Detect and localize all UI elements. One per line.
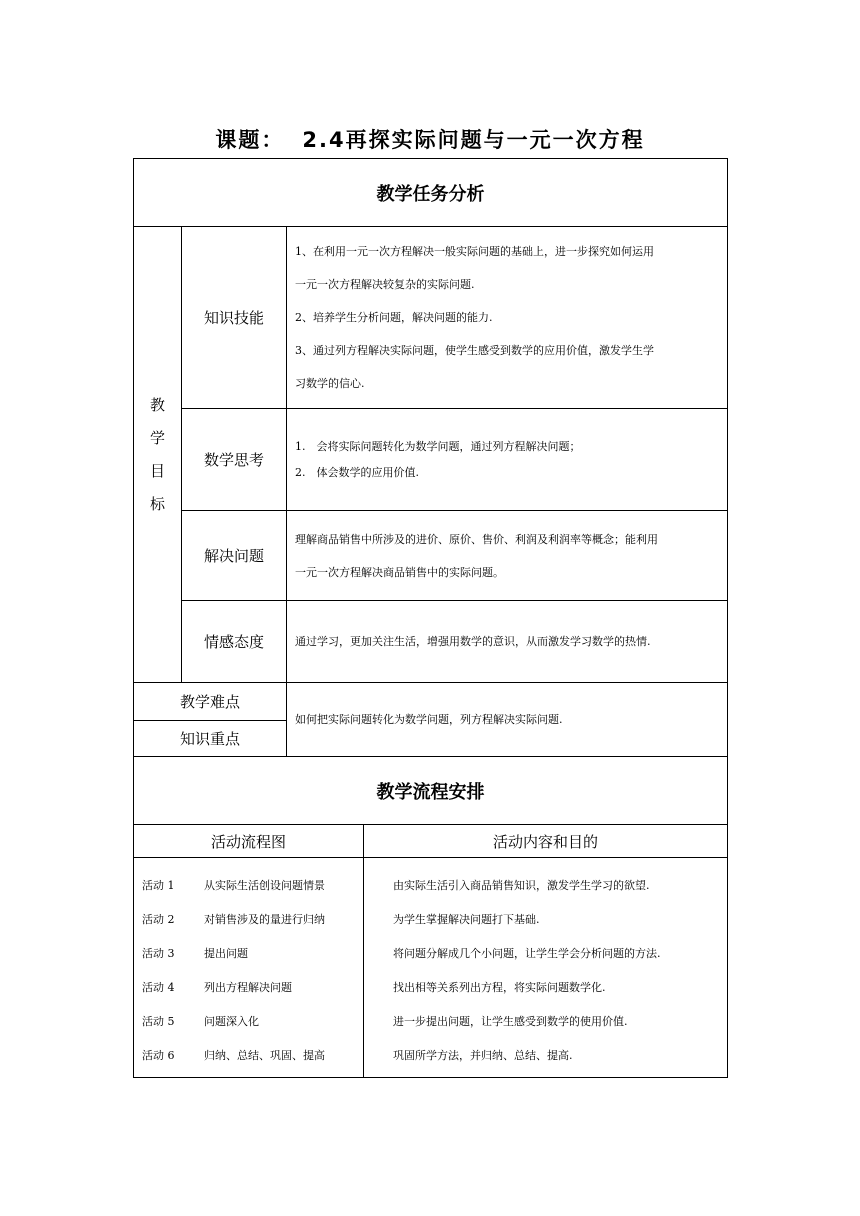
title-text: 2.4再探实际问题与一元一次方程 — [302, 128, 645, 152]
activity-content-list — [364, 858, 728, 1078]
lesson-plan-table — [133, 158, 728, 1078]
list-item: 活动 4 列出方程解决问题 — [142, 981, 292, 994]
activity-list — [134, 858, 364, 1078]
title-prefix: 课题： — [215, 128, 285, 152]
list-item: 找出相等关系列出方程，将实际问题数学化. — [393, 981, 606, 994]
list-item: 活动 1 从实际生活创设问题情景 — [142, 879, 325, 892]
objective-text-knowledge: 1、在利用一元一次方程解决一般实际问题的基础上，进一步探究如何运用 一元一次方程解决较复杂的实际问题. 2、培养学生分析问题，解决问题的能力. 3、通过列方程解决实际问题，使学生感受到数学的应用价值，激发学生学 习数学的信心. — [287, 227, 728, 409]
list-item: 将问题分解成几个小问题，让学生学会分析问题的方法. — [393, 947, 661, 960]
objective-text-problem: 理解商品销售中所涉及的进价、原价、售价、利润及利润率等概念；能利用 一元一次方程解决商品销售中的实际问题。 — [287, 511, 728, 601]
list-item: 活动 6 归纳、总结、巩固、提高 — [142, 1049, 325, 1062]
flow-col-content: 活动内容和目的 — [364, 825, 728, 858]
list-item: 由实际生活引入商品销售知识，激发学生学习的欲望. — [393, 879, 650, 892]
list-item: 巩固所学方法，并归纳、总结、提高. — [393, 1049, 573, 1062]
difficulty-label: 教学难点 — [134, 683, 287, 721]
objectives-label: 教 学 目 标 — [134, 227, 182, 683]
list-item: 进一步提出问题，让学生感受到数学的使用价值. — [393, 1015, 628, 1028]
objective-label-attitude: 情感态度 — [182, 601, 287, 683]
flow-header: 教学流程安排 — [134, 757, 728, 825]
list-item: 为学生掌握解决问题打下基础. — [393, 913, 540, 926]
flow-col-chart: 活动流程图 — [134, 825, 364, 858]
objective-label-thinking: 数学思考 — [182, 409, 287, 511]
task-analysis-header: 教学任务分析 — [134, 159, 728, 227]
list-item: 活动 2 对销售涉及的量进行归纳 — [142, 913, 325, 926]
difficulty-text: 如何把实际问题转化为数学问题，列方程解决实际问题. — [287, 683, 728, 757]
objective-label-problem: 解决问题 — [182, 511, 287, 601]
list-item: 活动 5 问题深入化 — [142, 1015, 259, 1028]
objective-text-attitude: 通过学习，更加关注生活，增强用数学的意识，从而激发学习数学的热情. — [287, 601, 728, 683]
objective-label-knowledge: 知识技能 — [182, 227, 287, 409]
page-title — [0, 124, 860, 154]
list-item: 活动 3 提出问题 — [142, 947, 248, 960]
keypoint-label: 知识重点 — [134, 721, 287, 757]
objective-text-thinking: 1. 会将实际问题转化为数学问题，通过列方程解决问题； 2. 体会数学的应用价值. — [287, 409, 728, 511]
